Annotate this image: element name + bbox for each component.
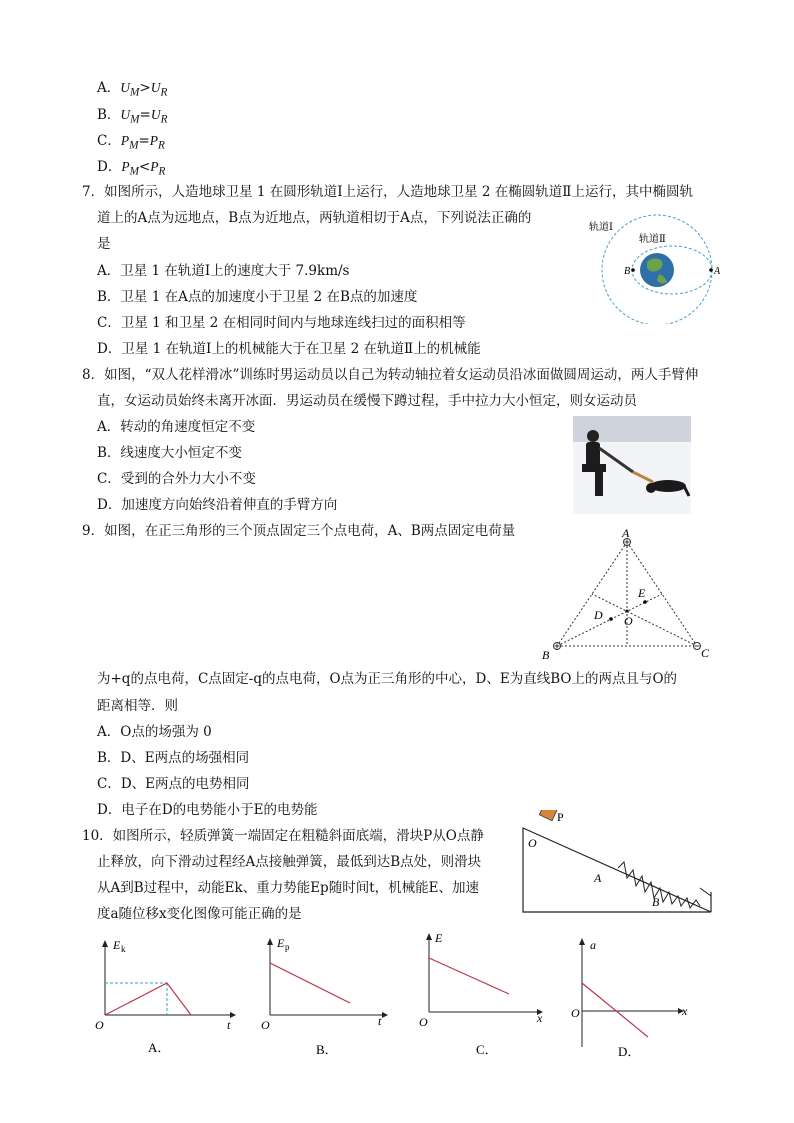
q7-stem-line3: 是 [97, 236, 111, 252]
graph-a-ylabel: E [113, 938, 121, 952]
graph-d-origin: O [571, 1006, 580, 1020]
graph-b-xlabel: t [378, 1014, 382, 1028]
graph-a [95, 935, 240, 1055]
q9-stem-line1: 9．如图，在正三角形的三个顶点固定三个点电荷，A、B两点固定电荷量 [82, 523, 516, 539]
label-e: E [638, 586, 646, 600]
orbit-1-label: 轨道Ⅰ [589, 222, 613, 233]
q8-option-b: B．线速度大小恒定不变 [97, 445, 242, 461]
graph-c-origin: O [419, 1015, 428, 1029]
graph-c-xlabel: x [537, 1011, 543, 1025]
graph-d-caption: D． [618, 1044, 641, 1059]
label-c: C [701, 646, 710, 660]
graph-b [258, 935, 398, 1055]
graph-b-ylabel: E [277, 936, 285, 950]
label-b: B [542, 648, 550, 662]
q9-option-a: A．O点的场强为 0 [97, 724, 212, 740]
q9-stem-line2: 为+q的点电荷，C点固定-q的点电荷，O点为正三角形的中心，D、E为直线BO上的两点且与O的 [97, 671, 678, 687]
q7-stem-line1: 7．如图所示，人造地球卫星 1 在圆形轨道Ⅰ上运行，人造地球卫星 2 在椭圆轨道Ⅱ上运行，其中椭圆轨 [82, 184, 693, 200]
q9-option-b: B．D、E两点的场强相同 [97, 750, 250, 766]
orbit-2-label: 轨道Ⅱ [639, 234, 666, 245]
q10-stem-line2: 止释放，向下滑动过程经A点接触弹簧，最低到达B点处，则滑块 [97, 854, 482, 870]
graph-a-xlabel: t [227, 1018, 231, 1032]
graph-b-caption: B． [316, 1042, 338, 1055]
label-b: B [652, 895, 660, 909]
q8-option-a: A．转动的角速度恒定不变 [97, 419, 256, 435]
q7-option-a: A．卫星 1 在轨道Ⅰ上的速度大于 7.9km/s [97, 263, 350, 279]
graph-c [415, 930, 555, 1055]
q6-option-a: A．$U_M>U_R$ [97, 80, 168, 99]
label-p: P [557, 810, 564, 824]
q10-stem-line1: 10．如图所示，轻质弹簧一端固定在粗糙斜面底端，滑块P从O点静 [82, 828, 484, 844]
graph-c-caption: C． [476, 1042, 498, 1055]
graph-c-curve [429, 958, 509, 994]
block-p [539, 810, 557, 821]
q9-stem-line3: 距离相等．则 [97, 698, 178, 714]
q7-stem-line2: 道上的A点为远地点，B点为近地点，两轨道相切于A点，下列说法正确的 [97, 210, 532, 226]
q10-stem-line4: 度a随位移x变化图像可能正确的是 [97, 906, 302, 922]
graph-a-ysub: k [121, 944, 126, 954]
q6-option-b: B．$U_M=U_R$ [97, 107, 168, 126]
point-a-label: A [714, 266, 721, 277]
graph-d-ylabel: a [590, 938, 596, 952]
q8-stem-line2: 直，女运动员始终未离开冰面．男运动员在缓慢下蹲过程，手中拉力大小恒定，则女运动员 [97, 393, 637, 409]
q8-stem-line1: 8．如图，“双人花样滑冰”训练时男运动员以自己为转动轴拉着女运动员沿冰面做圆周运动，两人手臂伸 [82, 367, 699, 383]
graph-b-curve [270, 963, 350, 1003]
q7-option-b: B．卫星 1 在A点的加速度小于卫星 2 在B点的加速度 [97, 289, 418, 305]
q8-option-d: D．加速度方向始终沿着伸直的手臂方向 [97, 497, 338, 513]
label-a: A [622, 526, 630, 540]
graph-a-origin: O [95, 1018, 104, 1032]
q7-option-c: C．卫星 1 和卫星 2 在相同时间内与地球连线扫过的面积相等 [97, 315, 466, 331]
label-a: A [594, 871, 602, 885]
q9-triangle-figure [538, 525, 718, 665]
graph-b-ysub: p [285, 942, 290, 952]
point-b-label: B [624, 266, 631, 277]
graph-d-curve [582, 983, 648, 1037]
graph-d [568, 935, 708, 1060]
q6-option-c: C．$P_M=P_R$ [97, 133, 165, 152]
graph-b-origin: O [261, 1018, 270, 1032]
q7-orbit-figure [585, 212, 735, 324]
graph-d-xlabel: x [682, 1004, 688, 1018]
q6-option-d: D．$P_M<P_R$ [97, 159, 166, 178]
q8-skating-photo [573, 416, 691, 514]
q10-stem-line3: 从A到B过程中，动能Ek、重力势能Ep随时间t，机械能E、加速 [97, 880, 479, 896]
graph-c-ylabel: E [435, 931, 443, 945]
label-d: D [594, 608, 603, 622]
q7-option-d: D．卫星 1 在轨道Ⅰ上的机械能大于在卫星 2 在轨道Ⅱ上的机械能 [97, 341, 481, 357]
q10-incline-figure [518, 810, 718, 916]
q9-option-c: C．D、E两点的电势相同 [97, 776, 250, 792]
graph-a-caption: A． [148, 1040, 171, 1055]
q9-option-d: D．电子在D的电势能小于E的电势能 [97, 802, 318, 818]
label-o: O [624, 614, 633, 628]
q8-option-c: C．受到的合外力大小不变 [97, 471, 256, 487]
graph-a-curve [105, 983, 191, 1015]
male-skater-icon [587, 430, 599, 442]
label-o: O [528, 836, 537, 850]
